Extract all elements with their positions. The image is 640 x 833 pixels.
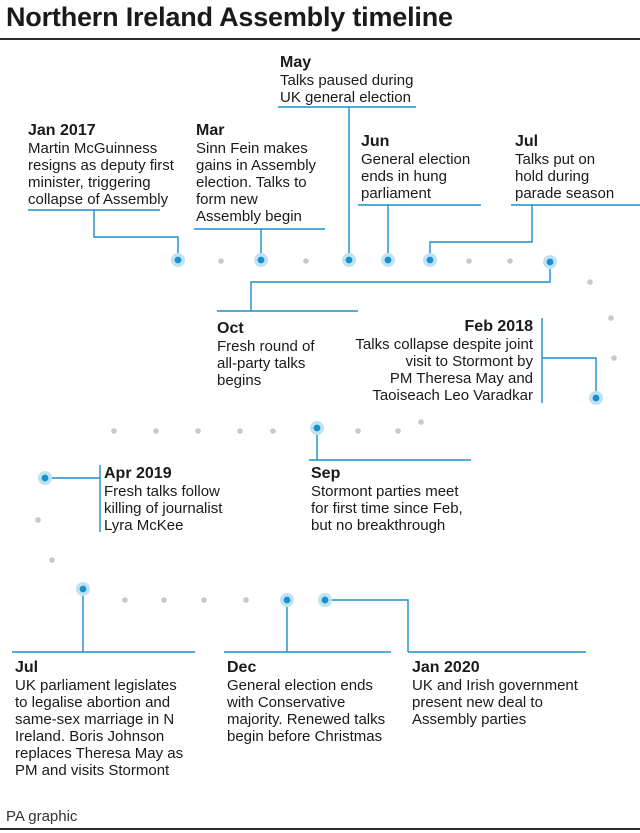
timeline-step-dot: [201, 597, 207, 603]
event-text: Sinn Fein makes gains in Assembly election. Talks to form new Assembly begin: [196, 140, 317, 225]
event-text: UK and Irish government present new deal to Assembly parties: [412, 677, 578, 728]
event-marker-dot: [593, 395, 600, 402]
event-may-2017: [280, 54, 413, 106]
event-date: Jan 2020: [412, 659, 480, 676]
event-jan-2020: [412, 659, 578, 728]
event-marker-dot: [547, 259, 554, 266]
timeline-step-dot: [507, 258, 513, 264]
event-connector-line: [325, 600, 408, 652]
event-text: Talks paused during UK general election: [280, 72, 414, 106]
event-date: Jul: [515, 133, 539, 150]
footer-divider: [0, 828, 640, 830]
timeline-step-dot: [111, 428, 117, 434]
event-date: Dec: [227, 659, 257, 676]
event-marker-dot: [314, 425, 321, 432]
event-feb-2018: [355, 318, 533, 404]
event-jan-2017: [28, 122, 174, 208]
event-marker-dot: [258, 257, 265, 264]
event-date: Jan 2017: [28, 122, 96, 139]
event-text: Martin McGuinness resigns as deputy first minister, triggering collapse of Assembly: [28, 140, 174, 208]
event-date: Mar: [196, 122, 225, 139]
event-connector-line: [430, 205, 532, 260]
event-marker-dot: [284, 597, 291, 604]
event-text: UK parliament legislates to legalise abortion and same-sex marriage in N Ireland. Boris Johnson replaces Theresa May as PM and visits Stormont: [15, 677, 184, 779]
event-apr-2019: [104, 465, 222, 534]
event-text: Fresh round of all-party talks begins: [217, 338, 315, 389]
event-oct-2017: [217, 320, 315, 389]
timeline-step-dot: [395, 428, 401, 434]
event-date: Apr 2019: [104, 465, 172, 482]
event-dec-2019: [227, 659, 385, 745]
event-text: General election ends with Conservative majority. Renewed talks begin before Christmas: [227, 677, 386, 745]
event-date: May: [280, 54, 312, 71]
timeline-step-dot: [122, 597, 128, 603]
timeline-step-dot: [466, 258, 472, 264]
event-jul-2019: [15, 659, 183, 779]
event-marker-dot: [385, 257, 392, 264]
event-marker-dot: [42, 475, 49, 482]
timeline-step-dot: [237, 428, 243, 434]
timeline-step-dot: [611, 355, 617, 361]
timeline-step-dot: [49, 557, 55, 563]
event-connector-line: [94, 210, 178, 260]
event-jun-2017: [361, 133, 470, 202]
event-connector-line: [542, 358, 596, 398]
timeline-step-dot: [418, 419, 424, 425]
timeline-step-dot: [587, 279, 593, 285]
timeline-step-dot: [608, 315, 614, 321]
timeline-step-dot: [218, 258, 224, 264]
source-credit: PA graphic: [6, 808, 78, 825]
timeline-step-dot: [243, 597, 249, 603]
event-date: Jul: [15, 659, 39, 676]
timeline-step-dot: [153, 428, 159, 434]
event-jul-2017: [515, 133, 614, 202]
timeline-step-dot: [355, 428, 361, 434]
timeline-event-markers: [38, 253, 603, 607]
timeline-step-dot: [161, 597, 167, 603]
timeline-step-dot: [35, 517, 41, 523]
event-text: Stormont parties meet for first time since Feb, but no breakthrough: [311, 483, 463, 534]
timeline-step-dot: [195, 428, 201, 434]
timeline-step-dot: [270, 428, 276, 434]
event-text: General election ends in hung parliament: [361, 151, 471, 202]
event-date: Feb 2018: [464, 318, 533, 335]
event-date: Sep: [311, 465, 341, 482]
event-text: Talks put on hold during parade season: [515, 151, 615, 202]
timeline-step-dot: [303, 258, 309, 264]
event-marker-dot: [80, 586, 87, 593]
event-marker-dot: [322, 597, 329, 604]
event-marker-dot: [427, 257, 434, 264]
event-marker-dot: [175, 257, 182, 264]
event-text: Talks collapse despite joint visit to Stormont by PM Theresa May and Taoiseach Leo Varadkar: [355, 336, 533, 404]
event-connector-line: [251, 262, 550, 311]
event-mar-2017: [196, 122, 316, 225]
event-marker-dot: [346, 257, 353, 264]
event-text: Fresh talks follow killing of journalist Lyra McKee: [104, 483, 223, 534]
page-title: Northern Ireland Assembly timeline: [6, 2, 453, 32]
event-sep-2018: [311, 465, 463, 534]
event-date: Jun: [361, 133, 390, 150]
event-date: Oct: [217, 320, 244, 337]
timeline-minor-dots: [35, 258, 617, 603]
